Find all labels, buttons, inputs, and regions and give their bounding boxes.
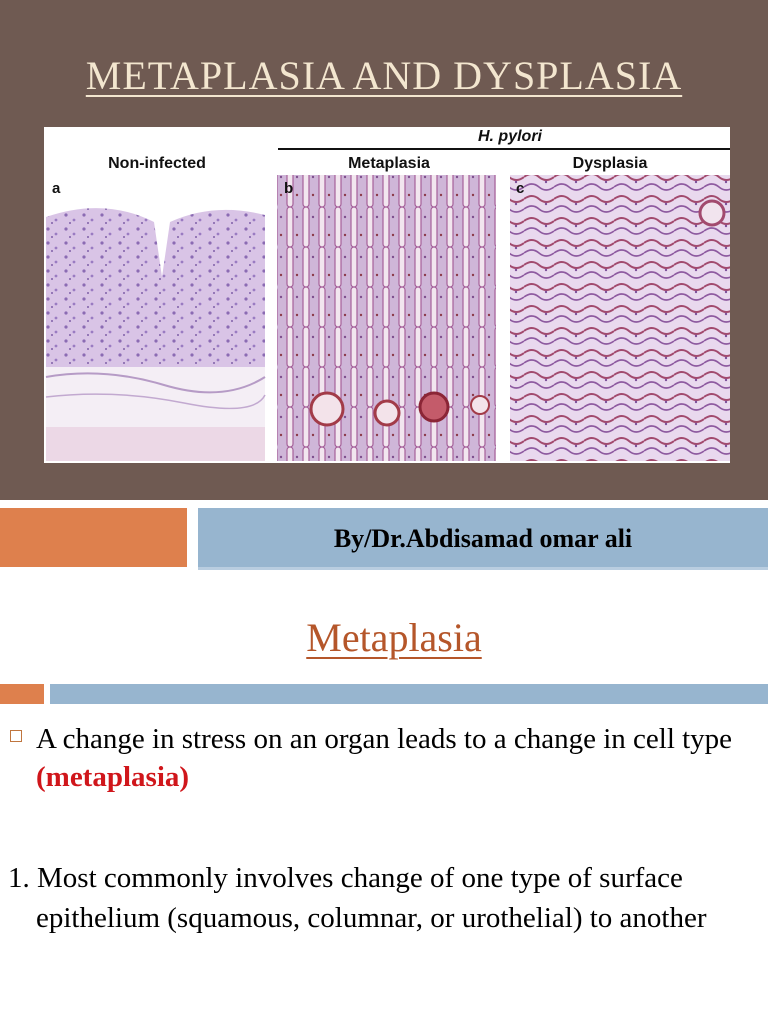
divider-bar-blue (50, 684, 768, 704)
panel-letter-b: b (284, 180, 294, 197)
panel-letter-a: a (52, 180, 61, 197)
panel-label-metaplasia: Metaplasia (348, 155, 430, 172)
panel-label-dysplasia: Dysplasia (572, 155, 648, 172)
slide-title: METAPLASIA AND DYSPLASIA (85, 53, 683, 98)
panel-a-image (46, 175, 265, 461)
h-pylori-label: H. pylori (477, 128, 543, 145)
bullet-square-icon (10, 730, 22, 742)
bullet-text: A change in stress on an organ leads to a change in cell type (36, 723, 733, 755)
panel-letter-c: c (516, 180, 525, 197)
panel-b-image (277, 175, 496, 461)
divider-bar-orange (0, 684, 44, 704)
bullet-item (10, 720, 750, 796)
panel-c-image (510, 175, 730, 461)
panel-label-non-infected: Non-infected (108, 155, 206, 172)
section-heading: Metaplasia (306, 615, 482, 660)
histology-figure (44, 127, 730, 463)
numbered-point: 1. Most commonly involves change of one type of surface epithelium (squamous, columnar, or urothelial) to another (8, 862, 707, 934)
author-line: By/Dr.Abdisamad omar ali (333, 524, 633, 553)
accent-bar-orange (0, 508, 187, 567)
bullet-highlight: (metaplasia) (36, 761, 190, 793)
